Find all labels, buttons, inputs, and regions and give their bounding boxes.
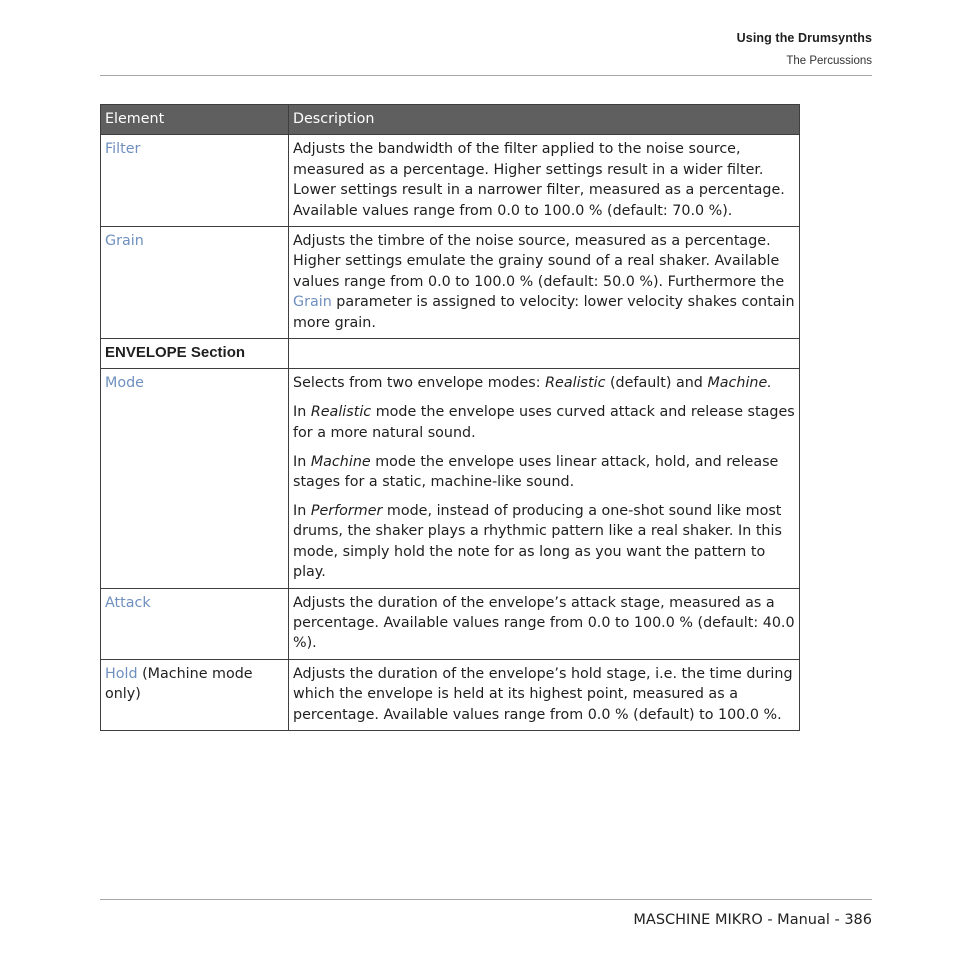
table-header-row: [101, 105, 800, 135]
param-link-filter[interactable]: Filter: [105, 141, 141, 158]
column-header-element: Element: [101, 105, 289, 135]
table-row-hold: [101, 659, 800, 730]
filter-description: Adjusts the bandwidth of the filter applied to the noise source, measured as a percentage. Higher settings result in a wider filter. Lower settings result in a narrower filter, measured as a percentage. Available values range from 0.0 to 100.0 % (default: 70.0 %).: [289, 135, 800, 227]
mode-description: [289, 369, 800, 588]
hold-qualifier: (Machine mode only): [105, 665, 253, 703]
mode-paragraph-3: In Machine mode the envelope uses linear attack, hold, and release stages for a static, machine-like sound.: [293, 453, 779, 491]
table-row-grain: [101, 227, 800, 339]
section-empty-cell: [289, 339, 800, 369]
grain-description: Adjusts the timbre of the noise source, measured as a percentage. Higher settings emulate the grainy sound of a real shaker. Available values range from 0.0 to 100.0 % (default: 50.0 %). Furthermore the Grain parameter is assigned to velocity: lower velocity shakes contain more grain.: [289, 227, 800, 339]
param-link-attack[interactable]: Attack: [105, 594, 151, 611]
parameter-table: [100, 104, 800, 731]
footer-rule: [100, 899, 872, 900]
table-row-mode: [101, 369, 800, 588]
mode-paragraph-1: Selects from two envelope modes: Realistic (default) and Machine.: [293, 375, 772, 392]
header-rule: [100, 75, 872, 76]
param-link-hold[interactable]: Hold: [105, 665, 138, 682]
mode-paragraph-4: In Performer mode, instead of producing a one-shot sound like most drums, the shaker plays a rhythmic pattern like a real shaker. In this mode, simply hold the note for as long as you want the pattern to play.: [293, 503, 782, 581]
table-row-filter: [101, 135, 800, 227]
table-row-envelope-section: [101, 339, 800, 369]
param-link-grain[interactable]: Grain: [105, 233, 144, 250]
mode-paragraph-2: In Realistic mode the envelope uses curved attack and release stages for a more natural sound.: [293, 404, 795, 441]
column-header-description: Description: [289, 105, 800, 135]
page-footer: MASCHINE MIKRO - Manual - 386: [633, 912, 872, 928]
table-row-attack: [101, 588, 800, 659]
running-header-chapter: Using the Drumsynths: [736, 31, 872, 45]
param-link-mode[interactable]: Mode: [105, 375, 144, 392]
attack-description: Adjusts the duration of the envelope’s attack stage, measured as a percentage. Available values range from 0.0 to 100.0 % (default: 40.0 %).: [289, 588, 800, 659]
section-heading-envelope: ENVELOPE Section: [101, 339, 289, 369]
hold-description: Adjusts the duration of the envelope’s hold stage, i.e. the time during which the envelope is held at its highest point, measured as a percentage. Available values range from 0.0 % (default) to 100.0 %.: [289, 659, 800, 730]
inline-link-grain[interactable]: Grain: [293, 294, 332, 311]
running-header-section: The Percussions: [786, 55, 872, 67]
